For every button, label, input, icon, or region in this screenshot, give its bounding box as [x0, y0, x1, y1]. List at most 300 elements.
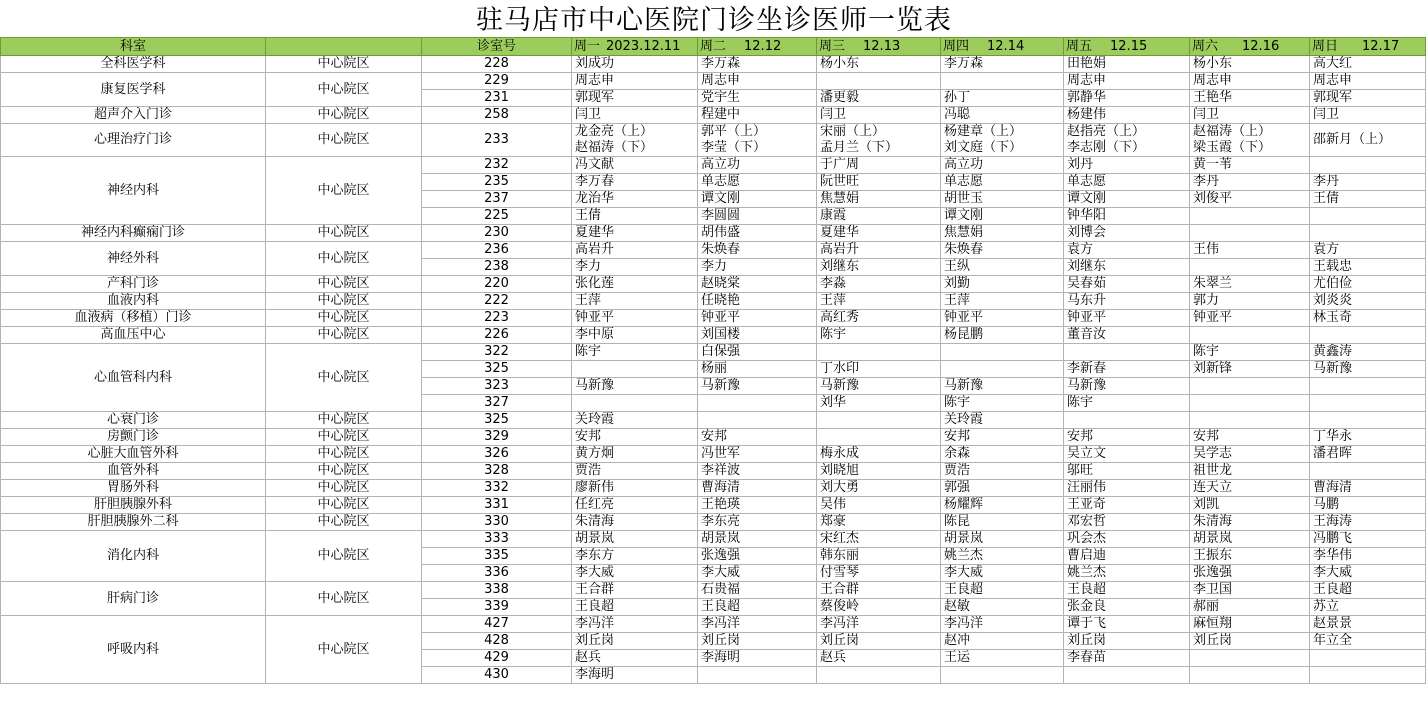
doctor-cell[interactable]: 梅永成 — [817, 446, 941, 463]
dept-cell[interactable]: 产科门诊 — [1, 276, 266, 293]
doctor-cell[interactable]: 刘继东 — [817, 259, 941, 276]
doctor-cell[interactable]: 李冯洋 — [698, 616, 817, 633]
dept-cell[interactable]: 神经内科癫痫门诊 — [1, 225, 266, 242]
doctor-cell[interactable]: 郭力 — [1190, 293, 1310, 310]
doctor-cell[interactable]: 吴伟 — [817, 497, 941, 514]
doctor-cell[interactable]: 王合群 — [572, 582, 698, 599]
doctor-cell[interactable]: 王亚奇 — [1064, 497, 1190, 514]
doctor-cell[interactable] — [1310, 667, 1426, 684]
doctor-cell[interactable]: 贾浩 — [941, 463, 1064, 480]
dept-cell[interactable]: 心血管科内科 — [1, 344, 266, 412]
dept-cell[interactable]: 血液内科 — [1, 293, 266, 310]
doctor-cell[interactable]: 李力 — [572, 259, 698, 276]
doctor-cell[interactable]: 胡世玉 — [941, 191, 1064, 208]
doctor-cell[interactable]: 邬旺 — [1064, 463, 1190, 480]
doctor-cell[interactable]: 阮世旺 — [817, 174, 941, 191]
area-cell[interactable]: 中心院区 — [266, 225, 422, 242]
doctor-cell[interactable]: 闫卫 — [1310, 107, 1426, 124]
doctor-cell[interactable]: 年立全 — [1310, 633, 1426, 650]
dept-cell[interactable]: 胃肠外科 — [1, 480, 266, 497]
doctor-cell[interactable]: 付雪琴 — [817, 565, 941, 582]
doctor-cell[interactable]: 周志申 — [1310, 73, 1426, 90]
doctor-cell[interactable]: 李新春 — [1064, 361, 1190, 378]
doctor-cell[interactable]: 王纵 — [941, 259, 1064, 276]
doctor-cell[interactable]: 王良超 — [698, 599, 817, 616]
doctor-cell[interactable]: 王艳华 — [1190, 90, 1310, 107]
room-cell[interactable]: 230 — [422, 225, 572, 242]
dept-cell[interactable]: 血管外科 — [1, 463, 266, 480]
doctor-cell[interactable]: 赵敏 — [941, 599, 1064, 616]
doctor-cell[interactable]: 冯鹏飞 — [1310, 531, 1426, 548]
doctor-cell[interactable] — [1310, 650, 1426, 667]
doctor-cell[interactable] — [1064, 412, 1190, 429]
dept-cell[interactable]: 全科医学科 — [1, 56, 266, 73]
doctor-cell[interactable]: 朱焕春 — [698, 242, 817, 259]
doctor-cell[interactable]: 吴学志 — [1190, 446, 1310, 463]
room-cell[interactable]: 339 — [422, 599, 572, 616]
doctor-cell[interactable] — [1190, 378, 1310, 395]
doctor-cell[interactable]: 尤伯俭 — [1310, 276, 1426, 293]
doctor-cell[interactable] — [941, 73, 1064, 90]
room-cell[interactable]: 231 — [422, 90, 572, 107]
dept-cell[interactable]: 消化内科 — [1, 531, 266, 582]
area-cell[interactable]: 中心院区 — [266, 412, 422, 429]
room-cell[interactable]: 323 — [422, 378, 572, 395]
doctor-cell[interactable]: 杨建伟 — [1064, 107, 1190, 124]
doctor-cell[interactable]: 李大威 — [941, 565, 1064, 582]
doctor-cell[interactable]: 高大红 — [1310, 56, 1426, 73]
doctor-cell[interactable]: 宋丽（上） 孟月兰（下） — [817, 124, 941, 157]
header-day-2[interactable]: 周三 12.13 — [817, 38, 941, 56]
doctor-cell[interactable]: 杨小东 — [817, 56, 941, 73]
doctor-cell[interactable]: 郝丽 — [1190, 599, 1310, 616]
doctor-cell[interactable]: 赵景景 — [1310, 616, 1426, 633]
doctor-cell[interactable]: 白保强 — [698, 344, 817, 361]
doctor-cell[interactable]: 周志申 — [1190, 73, 1310, 90]
doctor-cell[interactable]: 曹启迪 — [1064, 548, 1190, 565]
doctor-cell[interactable]: 钟亚平 — [1064, 310, 1190, 327]
doctor-cell[interactable] — [817, 73, 941, 90]
doctor-cell[interactable] — [698, 395, 817, 412]
doctor-cell[interactable]: 龙治华 — [572, 191, 698, 208]
doctor-cell[interactable]: 胡景岚 — [698, 531, 817, 548]
doctor-cell[interactable]: 刘丘岗 — [817, 633, 941, 650]
doctor-cell[interactable]: 李万森 — [941, 56, 1064, 73]
doctor-cell[interactable]: 王良超 — [941, 582, 1064, 599]
doctor-cell[interactable]: 周志申 — [698, 73, 817, 90]
area-cell[interactable]: 中心院区 — [266, 73, 422, 107]
doctor-cell[interactable]: 马新豫 — [572, 378, 698, 395]
doctor-cell[interactable]: 王海涛 — [1310, 514, 1426, 531]
dept-cell[interactable]: 房颤门诊 — [1, 429, 266, 446]
doctor-cell[interactable]: 单志愿 — [1064, 174, 1190, 191]
doctor-cell[interactable]: 李圆圆 — [698, 208, 817, 225]
doctor-cell[interactable]: 高岩升 — [572, 242, 698, 259]
doctor-cell[interactable] — [1310, 208, 1426, 225]
doctor-cell[interactable] — [1190, 259, 1310, 276]
doctor-cell[interactable]: 林玉奇 — [1310, 310, 1426, 327]
doctor-cell[interactable]: 李丹 — [1190, 174, 1310, 191]
room-cell[interactable]: 328 — [422, 463, 572, 480]
doctor-cell[interactable] — [572, 395, 698, 412]
doctor-cell[interactable]: 于广周 — [817, 157, 941, 174]
doctor-cell[interactable]: 陈宇 — [941, 395, 1064, 412]
doctor-cell[interactable]: 单志愿 — [698, 174, 817, 191]
doctor-cell[interactable]: 张化莲 — [572, 276, 698, 293]
area-cell[interactable]: 中心院区 — [266, 480, 422, 497]
dept-cell[interactable]: 心脏大血管外科 — [1, 446, 266, 463]
doctor-cell[interactable]: 安邦 — [698, 429, 817, 446]
room-cell[interactable]: 233 — [422, 124, 572, 157]
doctor-cell[interactable] — [817, 429, 941, 446]
doctor-cell[interactable]: 刘大勇 — [817, 480, 941, 497]
doctor-cell[interactable]: 杨建章（上） 刘文庭（下） — [941, 124, 1064, 157]
doctor-cell[interactable]: 朱翠兰 — [1190, 276, 1310, 293]
doctor-cell[interactable] — [817, 667, 941, 684]
doctor-cell[interactable]: 孙丁 — [941, 90, 1064, 107]
doctor-cell[interactable]: 钟亚平 — [698, 310, 817, 327]
doctor-cell[interactable]: 李冯洋 — [817, 616, 941, 633]
doctor-cell[interactable] — [1064, 667, 1190, 684]
header-day-6[interactable]: 周日 12.17 — [1310, 38, 1426, 56]
doctor-cell[interactable] — [1190, 412, 1310, 429]
doctor-cell[interactable] — [1064, 344, 1190, 361]
doctor-cell[interactable]: 陈昆 — [941, 514, 1064, 531]
area-cell[interactable]: 中心院区 — [266, 497, 422, 514]
area-cell[interactable]: 中心院区 — [266, 242, 422, 276]
doctor-cell[interactable]: 宋红杰 — [817, 531, 941, 548]
doctor-cell[interactable]: 刘国楼 — [698, 327, 817, 344]
doctor-cell[interactable]: 张逸强 — [1190, 565, 1310, 582]
room-cell[interactable]: 430 — [422, 667, 572, 684]
room-cell[interactable]: 325 — [422, 361, 572, 378]
dept-cell[interactable]: 肝胆胰腺外二科 — [1, 514, 266, 531]
room-cell[interactable]: 322 — [422, 344, 572, 361]
doctor-cell[interactable]: 袁方 — [1310, 242, 1426, 259]
doctor-cell[interactable] — [817, 412, 941, 429]
doctor-cell[interactable]: 刘新锋 — [1190, 361, 1310, 378]
doctor-cell[interactable]: 李春苗 — [1064, 650, 1190, 667]
doctor-cell[interactable] — [1310, 395, 1426, 412]
header-day-0[interactable]: 周一 2023.12.11 — [572, 38, 698, 56]
dept-cell[interactable]: 血液病（移植）门诊 — [1, 310, 266, 327]
doctor-cell[interactable]: 谭于飞 — [1064, 616, 1190, 633]
header-day-4[interactable]: 周五 12.15 — [1064, 38, 1190, 56]
area-cell[interactable]: 中心院区 — [266, 327, 422, 344]
doctor-cell[interactable]: 马新豫 — [817, 378, 941, 395]
doctor-cell[interactable] — [941, 344, 1064, 361]
doctor-cell[interactable]: 潘更毅 — [817, 90, 941, 107]
doctor-cell[interactable]: 刘成功 — [572, 56, 698, 73]
header-day-3[interactable]: 周四 12.14 — [941, 38, 1064, 56]
doctor-cell[interactable]: 李东亮 — [698, 514, 817, 531]
dept-cell[interactable]: 超声介入门诊 — [1, 107, 266, 124]
area-cell[interactable]: 中心院区 — [266, 344, 422, 412]
doctor-cell[interactable]: 丁华永 — [1310, 429, 1426, 446]
area-cell[interactable]: 中心院区 — [266, 582, 422, 616]
doctor-cell[interactable]: 姚兰杰 — [1064, 565, 1190, 582]
doctor-cell[interactable]: 焦慧娟 — [817, 191, 941, 208]
room-cell[interactable]: 331 — [422, 497, 572, 514]
doctor-cell[interactable]: 田艳娟 — [1064, 56, 1190, 73]
room-cell[interactable]: 229 — [422, 73, 572, 90]
doctor-cell[interactable]: 吴立文 — [1064, 446, 1190, 463]
doctor-cell[interactable]: 胡景岚 — [941, 531, 1064, 548]
doctor-cell[interactable]: 李淼 — [817, 276, 941, 293]
doctor-cell[interactable] — [941, 361, 1064, 378]
doctor-cell[interactable]: 陈宇 — [1064, 395, 1190, 412]
doctor-cell[interactable]: 安邦 — [1190, 429, 1310, 446]
doctor-cell[interactable]: 冯聪 — [941, 107, 1064, 124]
room-cell[interactable]: 326 — [422, 446, 572, 463]
doctor-cell[interactable]: 马鹏 — [1310, 497, 1426, 514]
header-room[interactable]: 诊室号 — [422, 38, 572, 56]
doctor-cell[interactable]: 关玲霞 — [572, 412, 698, 429]
dept-cell[interactable]: 高血压中心 — [1, 327, 266, 344]
doctor-cell[interactable]: 谭文刚 — [1064, 191, 1190, 208]
room-cell[interactable]: 427 — [422, 616, 572, 633]
room-cell[interactable]: 222 — [422, 293, 572, 310]
doctor-cell[interactable]: 丁水印 — [817, 361, 941, 378]
room-cell[interactable]: 226 — [422, 327, 572, 344]
area-cell[interactable]: 中心院区 — [266, 429, 422, 446]
doctor-cell[interactable]: 余森 — [941, 446, 1064, 463]
area-cell[interactable]: 中心院区 — [266, 616, 422, 684]
dept-cell[interactable]: 肝病门诊 — [1, 582, 266, 616]
room-cell[interactable]: 327 — [422, 395, 572, 412]
doctor-cell[interactable] — [698, 412, 817, 429]
room-cell[interactable]: 225 — [422, 208, 572, 225]
doctor-cell[interactable]: 王艳瑛 — [698, 497, 817, 514]
header-area[interactable] — [266, 38, 422, 56]
area-cell[interactable]: 中心院区 — [266, 310, 422, 327]
doctor-cell[interactable]: 王良超 — [1064, 582, 1190, 599]
doctor-cell[interactable]: 吴春茹 — [1064, 276, 1190, 293]
room-cell[interactable]: 338 — [422, 582, 572, 599]
doctor-cell[interactable]: 张金良 — [1064, 599, 1190, 616]
doctor-cell[interactable]: 李万森 — [698, 56, 817, 73]
doctor-cell[interactable]: 钟华阳 — [1064, 208, 1190, 225]
doctor-cell[interactable]: 董音汝 — [1064, 327, 1190, 344]
room-cell[interactable]: 258 — [422, 107, 572, 124]
area-cell[interactable]: 中心院区 — [266, 531, 422, 582]
doctor-cell[interactable]: 杨昆鹏 — [941, 327, 1064, 344]
doctor-cell[interactable]: 黄方炯 — [572, 446, 698, 463]
doctor-cell[interactable]: 刘炎炎 — [1310, 293, 1426, 310]
doctor-cell[interactable] — [941, 667, 1064, 684]
doctor-cell[interactable]: 夏建华 — [572, 225, 698, 242]
doctor-cell[interactable]: 王伟 — [1190, 242, 1310, 259]
header-day-1[interactable]: 周二 12.12 — [698, 38, 817, 56]
doctor-cell[interactable]: 廖新伟 — [572, 480, 698, 497]
doctor-cell[interactable] — [1310, 327, 1426, 344]
doctor-cell[interactable]: 李东方 — [572, 548, 698, 565]
room-cell[interactable]: 228 — [422, 56, 572, 73]
doctor-cell[interactable]: 李华伟 — [1310, 548, 1426, 565]
doctor-cell[interactable]: 马东升 — [1064, 293, 1190, 310]
doctor-cell[interactable] — [698, 667, 817, 684]
room-cell[interactable]: 235 — [422, 174, 572, 191]
doctor-cell[interactable]: 杨耀辉 — [941, 497, 1064, 514]
doctor-cell[interactable]: 曹海清 — [1310, 480, 1426, 497]
doctor-cell[interactable]: 马新豫 — [698, 378, 817, 395]
doctor-cell[interactable]: 郭现军 — [572, 90, 698, 107]
doctor-cell[interactable]: 闫卫 — [572, 107, 698, 124]
doctor-cell[interactable]: 焦慧娟 — [941, 225, 1064, 242]
room-cell[interactable]: 428 — [422, 633, 572, 650]
doctor-cell[interactable]: 党宇生 — [698, 90, 817, 107]
doctor-cell[interactable]: 石贵福 — [698, 582, 817, 599]
doctor-cell[interactable]: 闫卫 — [817, 107, 941, 124]
doctor-cell[interactable]: 钟亚平 — [1190, 310, 1310, 327]
doctor-cell[interactable]: 王载忠 — [1310, 259, 1426, 276]
doctor-cell[interactable]: 刘勤 — [941, 276, 1064, 293]
doctor-cell[interactable]: 杨小东 — [1190, 56, 1310, 73]
doctor-cell[interactable]: 赵兵 — [572, 650, 698, 667]
doctor-cell[interactable]: 李冯洋 — [941, 616, 1064, 633]
doctor-cell[interactable]: 赵冲 — [941, 633, 1064, 650]
room-cell[interactable]: 237 — [422, 191, 572, 208]
doctor-cell[interactable]: 夏建华 — [817, 225, 941, 242]
doctor-cell[interactable]: 贾浩 — [572, 463, 698, 480]
doctor-cell[interactable]: 王良超 — [572, 599, 698, 616]
doctor-cell[interactable]: 刘继东 — [1064, 259, 1190, 276]
doctor-cell[interactable]: 王萍 — [817, 293, 941, 310]
doctor-cell[interactable] — [1310, 412, 1426, 429]
doctor-cell[interactable]: 王萍 — [941, 293, 1064, 310]
room-cell[interactable]: 333 — [422, 531, 572, 548]
doctor-cell[interactable]: 王萍 — [572, 293, 698, 310]
doctor-cell[interactable]: 康霞 — [817, 208, 941, 225]
doctor-cell[interactable]: 高立功 — [941, 157, 1064, 174]
doctor-cell[interactable]: 安邦 — [572, 429, 698, 446]
doctor-cell[interactable] — [1190, 208, 1310, 225]
doctor-cell[interactable]: 谭文刚 — [698, 191, 817, 208]
doctor-cell[interactable]: 胡伟盛 — [698, 225, 817, 242]
doctor-cell[interactable]: 赵晓棠 — [698, 276, 817, 293]
doctor-cell[interactable] — [1310, 225, 1426, 242]
doctor-cell[interactable]: 李中原 — [572, 327, 698, 344]
doctor-cell[interactable]: 闫卫 — [1190, 107, 1310, 124]
doctor-cell[interactable]: 冯世军 — [698, 446, 817, 463]
doctor-cell[interactable]: 巩会杰 — [1064, 531, 1190, 548]
doctor-cell[interactable]: 李海明 — [572, 667, 698, 684]
doctor-cell[interactable]: 祖世龙 — [1190, 463, 1310, 480]
doctor-cell[interactable]: 曹海清 — [698, 480, 817, 497]
doctor-cell[interactable]: 李祥波 — [698, 463, 817, 480]
doctor-cell[interactable]: 苏立 — [1310, 599, 1426, 616]
doctor-cell[interactable]: 钟亚平 — [572, 310, 698, 327]
doctor-cell[interactable]: 郑豪 — [817, 514, 941, 531]
doctor-cell[interactable]: 陈宇 — [572, 344, 698, 361]
doctor-cell[interactable]: 袁方 — [1064, 242, 1190, 259]
doctor-cell[interactable]: 刘博会 — [1064, 225, 1190, 242]
doctor-cell[interactable]: 马新豫 — [1064, 378, 1190, 395]
room-cell[interactable]: 232 — [422, 157, 572, 174]
doctor-cell[interactable]: 王合群 — [817, 582, 941, 599]
doctor-cell[interactable]: 高岩升 — [817, 242, 941, 259]
room-cell[interactable]: 238 — [422, 259, 572, 276]
doctor-cell[interactable]: 赵指亮（上） 李志刚（下） — [1064, 124, 1190, 157]
doctor-cell[interactable]: 陈宇 — [1190, 344, 1310, 361]
room-cell[interactable]: 336 — [422, 565, 572, 582]
doctor-cell[interactable]: 刘丘岗 — [1064, 633, 1190, 650]
header-dept[interactable]: 科室 — [1, 38, 266, 56]
doctor-cell[interactable]: 王倩 — [572, 208, 698, 225]
dept-cell[interactable]: 康复医学科 — [1, 73, 266, 107]
doctor-cell[interactable]: 张逸强 — [698, 548, 817, 565]
doctor-cell[interactable]: 王倩 — [1310, 191, 1426, 208]
doctor-cell[interactable]: 马新豫 — [941, 378, 1064, 395]
doctor-cell[interactable]: 刘丹 — [1064, 157, 1190, 174]
doctor-cell[interactable] — [1310, 157, 1426, 174]
doctor-cell[interactable]: 龙金亮（上） 赵福涛（下） — [572, 124, 698, 157]
doctor-cell[interactable] — [1190, 650, 1310, 667]
doctor-cell[interactable]: 钟亚平 — [941, 310, 1064, 327]
doctor-cell[interactable]: 姚兰杰 — [941, 548, 1064, 565]
doctor-cell[interactable]: 潘君晖 — [1310, 446, 1426, 463]
doctor-cell[interactable]: 李大威 — [1310, 565, 1426, 582]
area-cell[interactable]: 中心院区 — [266, 293, 422, 310]
doctor-cell[interactable] — [572, 361, 698, 378]
doctor-cell[interactable] — [1190, 327, 1310, 344]
room-cell[interactable]: 335 — [422, 548, 572, 565]
doctor-cell[interactable]: 黄鑫涛 — [1310, 344, 1426, 361]
doctor-cell[interactable]: 陈宇 — [817, 327, 941, 344]
doctor-cell[interactable]: 马新豫 — [1310, 361, 1426, 378]
doctor-cell[interactable]: 安邦 — [941, 429, 1064, 446]
doctor-cell[interactable]: 胡景岚 — [572, 531, 698, 548]
doctor-cell[interactable]: 高红秀 — [817, 310, 941, 327]
doctor-cell[interactable]: 郭平（上） 李莹（下） — [698, 124, 817, 157]
doctor-cell[interactable]: 冯文献 — [572, 157, 698, 174]
doctor-cell[interactable]: 李大威 — [698, 565, 817, 582]
doctor-cell[interactable]: 李丹 — [1310, 174, 1426, 191]
doctor-cell[interactable]: 郭强 — [941, 480, 1064, 497]
area-cell[interactable]: 中心院区 — [266, 107, 422, 124]
doctor-cell[interactable]: 连天立 — [1190, 480, 1310, 497]
area-cell[interactable]: 中心院区 — [266, 446, 422, 463]
doctor-cell[interactable]: 赵福涛（上） 梁玉霞（下） — [1190, 124, 1310, 157]
doctor-cell[interactable]: 邓宏哲 — [1064, 514, 1190, 531]
doctor-cell[interactable]: 李卫国 — [1190, 582, 1310, 599]
doctor-cell[interactable]: 安邦 — [1064, 429, 1190, 446]
doctor-cell[interactable]: 汪丽伟 — [1064, 480, 1190, 497]
doctor-cell[interactable]: 刘晓旭 — [817, 463, 941, 480]
doctor-cell[interactable]: 黄一苇 — [1190, 157, 1310, 174]
doctor-cell[interactable]: 刘俊平 — [1190, 191, 1310, 208]
doctor-cell[interactable]: 朱清海 — [1190, 514, 1310, 531]
doctor-cell[interactable]: 任红亮 — [572, 497, 698, 514]
area-cell[interactable]: 中心院区 — [266, 124, 422, 157]
doctor-cell[interactable] — [1190, 225, 1310, 242]
doctor-cell[interactable]: 周志申 — [572, 73, 698, 90]
room-cell[interactable]: 332 — [422, 480, 572, 497]
doctor-cell[interactable]: 朱清海 — [572, 514, 698, 531]
area-cell[interactable]: 中心院区 — [266, 157, 422, 225]
doctor-cell[interactable]: 李万春 — [572, 174, 698, 191]
doctor-cell[interactable]: 李大威 — [572, 565, 698, 582]
doctor-cell[interactable]: 刘华 — [817, 395, 941, 412]
doctor-cell[interactable]: 李冯洋 — [572, 616, 698, 633]
doctor-cell[interactable]: 关玲霞 — [941, 412, 1064, 429]
area-cell[interactable]: 中心院区 — [266, 463, 422, 480]
doctor-cell[interactable]: 刘丘岗 — [698, 633, 817, 650]
room-cell[interactable]: 325 — [422, 412, 572, 429]
dept-cell[interactable]: 心衰门诊 — [1, 412, 266, 429]
doctor-cell[interactable] — [817, 344, 941, 361]
doctor-cell[interactable]: 郭现军 — [1310, 90, 1426, 107]
